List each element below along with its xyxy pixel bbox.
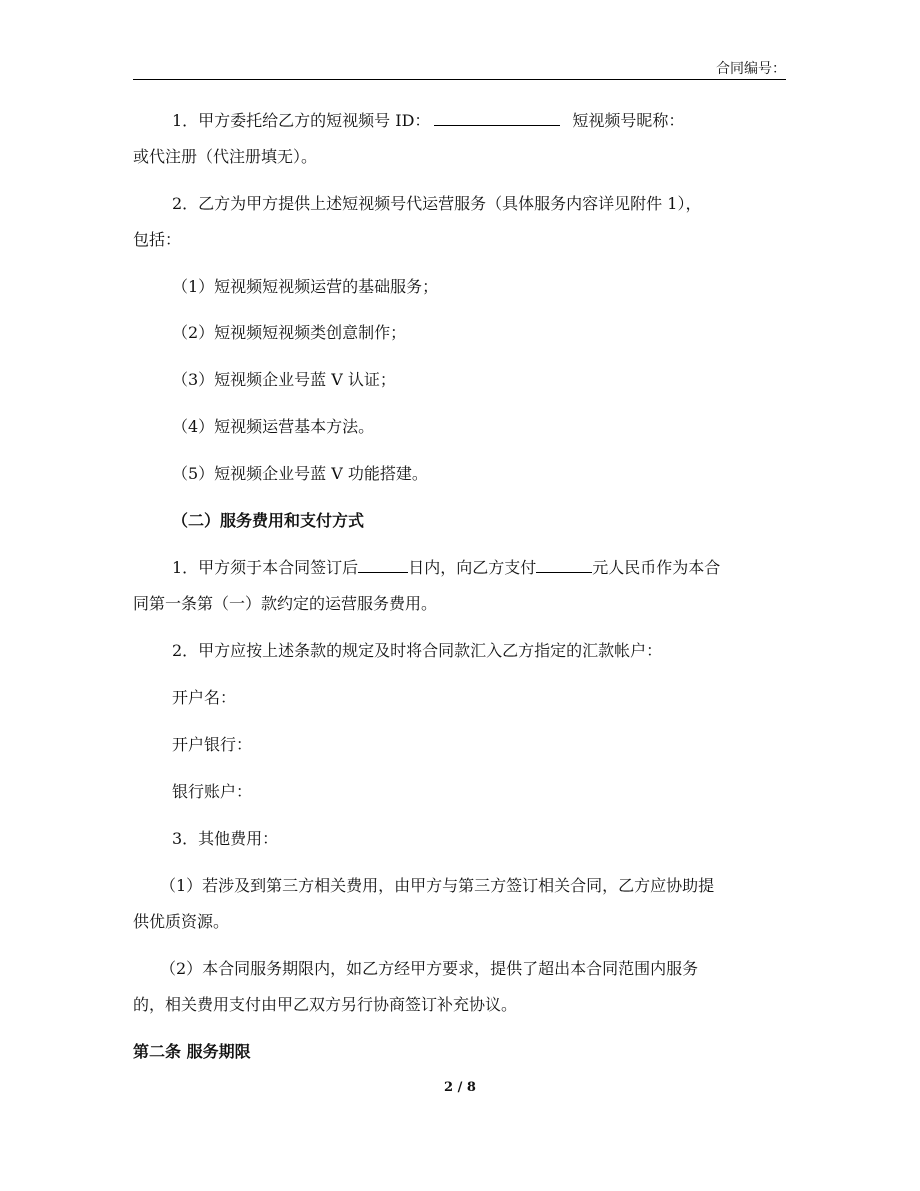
contract-number-label: 合同编号： <box>716 61 786 77</box>
article-2-heading: 第二条 服务期限 <box>133 1042 251 1061</box>
other-fee-1: （1）若涉及到第三方相关费用，由甲方与第三方签订相关合同，乙方应协助提 <box>160 876 715 895</box>
id-blank <box>434 111 560 126</box>
page-number: 2 / 8 <box>444 1080 476 1095</box>
fee-para-3: 3．其他费用： <box>172 829 279 848</box>
service-item: （3）短视频企业号蓝 V 认证； <box>172 370 396 389</box>
header-rule <box>133 79 786 80</box>
item-1-line <box>172 110 684 132</box>
account-name-label: 开户名： <box>172 688 237 707</box>
days-blank <box>358 558 408 573</box>
fee-para-2: 2．甲方应按上述条款的规定及时将合同款汇入乙方指定的汇款帐户： <box>172 641 663 660</box>
service-item: （5）短视频企业号蓝 V 功能搭建。 <box>172 464 428 483</box>
item-2-line: 2．乙方为甲方提供上述短视频号代运营服务（具体服务内容详见附件 1）， <box>172 194 702 213</box>
item-1-cont: 或代注册（代注册填无）。 <box>133 147 318 166</box>
item-2-cont: 包括： <box>133 230 182 249</box>
bank-label: 开户银行： <box>172 735 253 754</box>
item-1-text-b: 短视频号昵称： <box>572 111 685 130</box>
fee-para-1 <box>172 557 720 579</box>
amount-blank <box>536 558 592 573</box>
fee-text-a: 1．甲方须于本合同签订后 <box>172 558 359 577</box>
item-1-text-a: 1．甲方委托给乙方的短视频号 ID： <box>172 111 431 130</box>
fee-text-c: 元人民币作为本合 <box>592 558 721 577</box>
fee-text-b: 日内，向乙方支付 <box>408 558 537 577</box>
other-fee-2-cont: 的，相关费用支付由甲乙双方另行协商签订补充协议。 <box>133 995 518 1014</box>
account-number-label: 银行账户： <box>172 782 253 801</box>
service-item: （4）短视频运营基本方法。 <box>172 417 375 436</box>
other-fee-2: （2）本合同服务期限内，如乙方经甲方要求，提供了超出本合同范围内服务 <box>160 959 699 978</box>
service-item: （1）短视频短视频运营的基础服务； <box>172 277 439 296</box>
fee-para-1-cont: 同第一条第（一）款约定的运营服务费用。 <box>133 594 438 613</box>
service-item: （2）短视频短视频类创意制作； <box>172 323 407 342</box>
other-fee-1-cont: 供优质资源。 <box>133 912 230 931</box>
section-heading-fees: （二）服务费用和支付方式 <box>172 511 365 530</box>
